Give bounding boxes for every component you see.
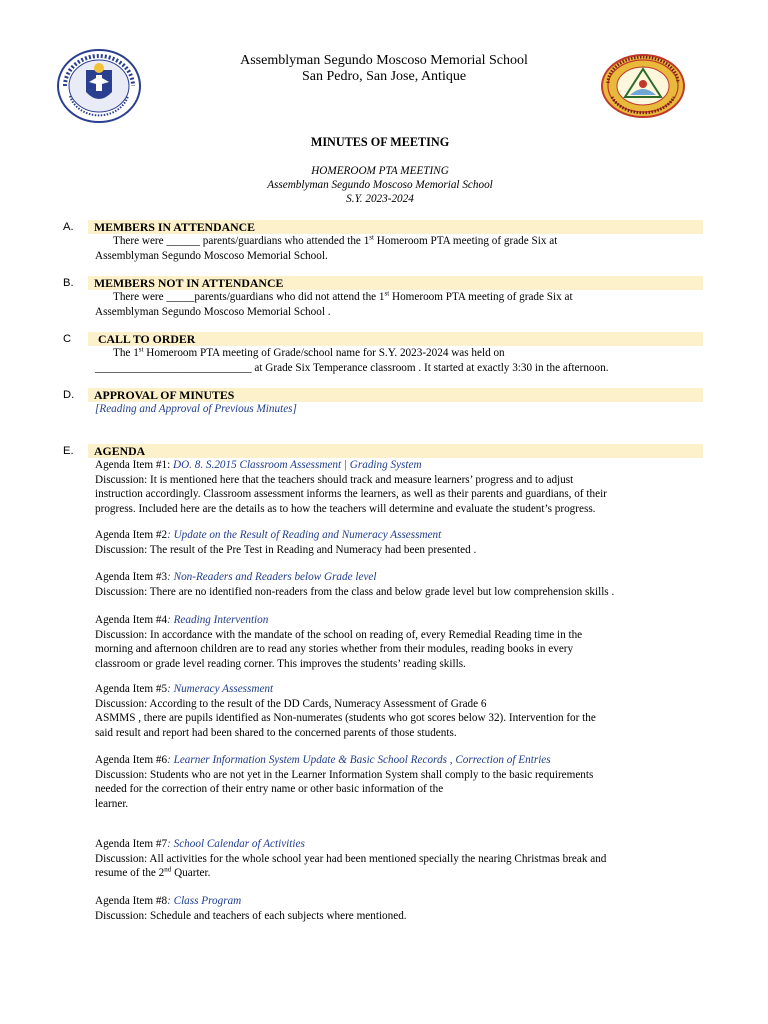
agenda-item-3	[95, 570, 705, 599]
agenda-item-title: : Non-Readers and Readers below Grade level	[167, 571, 377, 583]
section-a-line2: Assemblyman Segundo Moscoso Memorial School.	[95, 249, 328, 262]
section-d-letter: D.	[63, 389, 75, 401]
agenda-item-label: Agenda Item #7	[95, 838, 168, 850]
agenda-item-8	[95, 894, 705, 923]
agenda-item-label: Agenda Item #1:	[95, 459, 173, 471]
agenda-item-line: Discussion: Students who are not yet in the Learner Information System shall comply to the basic requirements	[95, 768, 594, 781]
agenda-item-label: Agenda Item #5	[95, 683, 168, 695]
section-a-body	[95, 234, 705, 263]
agenda-item-title: : Learner Information System Update & Basic School Records , Correction of Entries	[167, 754, 551, 766]
agenda-item-title: DO. 8. S.2015 Classroom Assessment | Grading System	[172, 459, 422, 471]
section-b-line1-post: Homeroom PTA meeting of grade Six at	[389, 291, 573, 303]
agenda-item-line: Discussion: It is mentioned here that the teachers should track and measure learners’ progress and to adjust	[95, 473, 574, 486]
agenda-item-label: Agenda Item #4	[95, 614, 168, 626]
agenda-item-line-post: Quarter.	[171, 867, 211, 879]
section-c-line1-post: Homeroom PTA meeting of Grade/school name for S.Y. 2023-2024 was held on	[143, 347, 505, 359]
agenda-item-line: ASMMS , there are pupils identified as Non-numerates (students who got scores below 32). Intervention for the	[95, 712, 596, 724]
section-d-heading: APPROVAL OF MINUTES	[94, 388, 235, 402]
section-b-heading: MEMBERS NOT IN ATTENDANCE	[94, 276, 284, 290]
section-b-line2: Assemblyman Segundo Moscoso Memorial School .	[95, 305, 331, 318]
agenda-item-line: Discussion: All activities for the whole school year had been mentioned specially the nearing Christmas break and	[95, 852, 607, 865]
agenda-item-title: : Numeracy Assessment	[167, 683, 274, 695]
agenda-item-line: said result and report had been shared to the concerned parents of those students.	[95, 726, 457, 739]
agenda-item-line: Discussion: The result of the Pre Test in Reading and Numeracy had been presented .	[95, 543, 477, 556]
section-c-line2: ____________________________ at Grade Six Temperance classroom . It started at exactly 3:30 in the afternoon.	[95, 361, 609, 374]
section-b-sup: st	[384, 289, 390, 298]
agenda-item-label: Agenda Item #6	[95, 754, 168, 766]
section-b-line1-pre: There were _____parents/guardians who did not attend the 1	[113, 291, 385, 303]
section-e-highlight	[88, 444, 703, 458]
section-c-sup: st	[138, 345, 144, 354]
agenda-item-7	[95, 837, 705, 881]
agenda-item-line: learner.	[95, 797, 129, 810]
agenda-item-title: : Class Program	[167, 895, 242, 907]
agenda-item-line: progress. Included here are the details as to how the teachers will determine and evaluate the student’s progress.	[95, 502, 596, 515]
section-a-sup: st	[369, 233, 374, 242]
section-a-letter: A.	[63, 221, 74, 233]
agenda-item-4	[95, 613, 705, 671]
agenda-item-5	[95, 682, 705, 740]
section-c-line1-pre: The 1	[113, 347, 139, 359]
section-e-heading: AGENDA	[94, 444, 146, 458]
section-c-letter: C	[63, 333, 72, 345]
section-d-note: [Reading and Approval of Previous Minutes]	[95, 403, 297, 415]
meeting-type: HOMEROOM PTA MEETING	[311, 165, 449, 177]
school-address: San Pedro, San Jose, Antique	[301, 69, 467, 84]
section-c-body	[95, 346, 705, 375]
agenda-item-line: morning and afternoon children are to read any stories whether from their modules, reading books in every	[95, 643, 574, 655]
section-e-letter: E.	[63, 445, 74, 457]
agenda-item-line: Discussion: Schedule and teachers of each subjects where mentioned.	[95, 909, 407, 922]
school-year: S.Y. 2023-2024	[346, 193, 414, 205]
agenda-item-title: : Update on the Result of Reading and Numeracy Assessment	[167, 529, 442, 541]
agenda-item-line: instruction accordingly. Classroom assessment informs the learners, as well as their parents and guardians, of their	[95, 488, 607, 500]
agenda-item-line: Discussion: In accordance with the mandate of the school on reading of, every Remedial Reading time in the	[95, 628, 583, 641]
section-b-letter: B.	[63, 277, 74, 289]
agenda-item-1	[95, 458, 705, 516]
agenda-item-6	[95, 753, 705, 811]
section-b-body	[95, 290, 705, 319]
agenda-item-sup: nd	[164, 865, 172, 874]
agenda-item-line: Discussion: According to the result of the DD Cards, Numeracy Assessment of Grade 6	[95, 697, 487, 710]
school-seal-logo	[600, 53, 686, 119]
document-title: MINUTES OF MEETING	[310, 135, 450, 149]
agenda-item-line: Discussion: There are no identified non-readers from the class and below grade level but low comprehension skills .	[95, 585, 615, 598]
agenda-item-label: Agenda Item #2	[95, 529, 168, 541]
section-a-heading: MEMBERS IN ATTENDANCE	[94, 220, 256, 234]
agenda-item-title: : Reading Intervention	[167, 614, 269, 626]
agenda-item-line: needed for the correction of their entry name or other basic information of the	[95, 783, 444, 795]
section-c-heading: CALL TO ORDER	[98, 332, 196, 346]
section-a-line1-post: Homeroom PTA meeting of grade Six at	[373, 235, 558, 247]
meeting-school: Assemblyman Segundo Moscoso Memorial School	[267, 179, 493, 191]
section-a-line1-pre: There were ______ parents/guardians who attended the 1	[113, 235, 370, 247]
agenda-item-2	[95, 528, 705, 557]
school-name: Assemblyman Segundo Moscoso Memorial School	[240, 53, 528, 68]
agenda-item-label: Agenda Item #3	[95, 571, 168, 583]
agenda-item-line-pre: resume of the 2	[95, 867, 165, 879]
agenda-item-title: : School Calendar of Activities	[167, 838, 305, 850]
agenda-item-line: classroom or grade level reading corner. This improves the students’ reading skills.	[95, 657, 466, 670]
agenda-item-label: Agenda Item #8	[95, 895, 168, 907]
